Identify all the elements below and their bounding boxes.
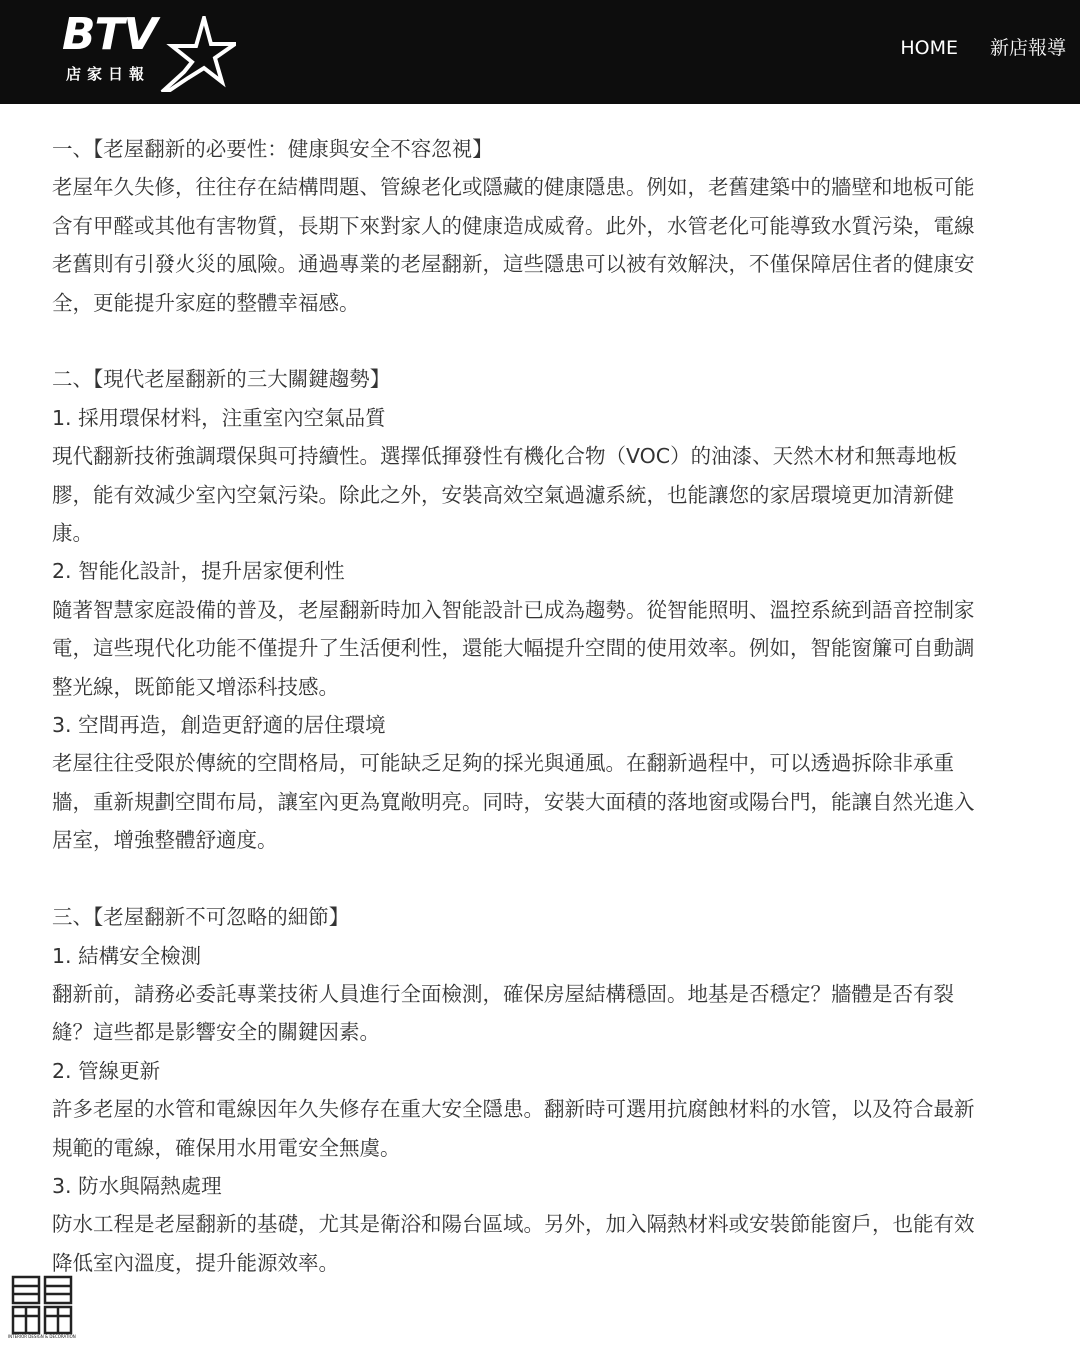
paragraph-line: 老屋往往受限於傳統的空間格局，可能缺乏足夠的採光與通風。在翻新過程中，可以透過拆除非承重 (52, 751, 954, 776)
logo-caption: INTERIOR DESIGN & DECORATION (8, 1334, 76, 1339)
paragraph-line: 康。 (52, 521, 93, 546)
interior-design-logo-icon (10, 1274, 76, 1342)
brand-name: BTV (62, 9, 157, 60)
paragraph-line: 老屋年久失修，往往存在結構問題、管線老化或隱藏的健康隱患。例如，老舊建築中的牆壁和地板可能 (52, 175, 975, 200)
paragraph-line: 整光線，既節能又增添科技感。 (52, 674, 339, 699)
item-title: 2. 管線更新 (52, 1058, 161, 1083)
site-header (0, 0, 1080, 104)
item-title: 1. 採用環保材料，注重室內空氣品質 (52, 405, 386, 430)
paragraph-line: 含有甲醛或其他有害物質，長期下來對家人的健康造成威脅。此外，水管老化可能導致水質污染，電線 (52, 213, 975, 238)
paragraph-line: 規範的電線，確保用水用電安全無虞。 (52, 1135, 401, 1160)
item-title: 1. 結構安全檢測 (52, 943, 202, 968)
spacer (52, 322, 1047, 360)
nav-home[interactable]: HOME (900, 37, 958, 59)
star-icon (158, 16, 236, 92)
brand-subtitle: 店家日報 (66, 65, 151, 83)
paragraph-line: 防水工程是老屋翻新的基礎，尤其是衛浴和陽台區域。另外，加入隔熱材料或安裝節能窗戶，也能有效 (52, 1212, 975, 1237)
spacer (52, 860, 1047, 898)
brand-logo[interactable] (62, 10, 242, 94)
item-title: 3. 防水與隔熱處理 (52, 1173, 222, 1198)
item-title: 2. 智能化設計，提升居家便利性 (52, 559, 345, 584)
paragraph-line: 許多老屋的水管和電線因年久失修存在重大安全隱患。翻新時可選用抗腐蝕材料的水管，以及符合最新 (52, 1097, 975, 1122)
paragraph-line: 牆，重新規劃空間布局，讓室內更為寬敞明亮。同時，安裝大面積的落地窗或陽台門，能讓自然光進入 (52, 789, 975, 814)
paragraph-line: 膠，能有效減少室內空氣污染。除此之外，安裝高效空氣過濾系統，也能讓您的家居環境更加清新健 (52, 482, 954, 507)
main-nav (900, 34, 1066, 62)
section-2-heading: 二、【現代老屋翻新的三大關鍵趨勢】 (52, 367, 391, 392)
paragraph-line: 電，這些現代化功能不僅提升了生活便利性，還能大幅提升空間的使用效率。例如，智能窗簾可自動調 (52, 636, 975, 661)
paragraph-line: 現代翻新技術強調環保與可持續性。選擇低揮發性有機化合物（VOC）的油漆、天然木材和無毒地板 (52, 444, 958, 469)
section-3-heading: 三、【老屋翻新不可忽略的細節】 (52, 905, 350, 930)
paragraph-line: 老舊則有引發火災的風險。通過專業的老屋翻新，這些隱患可以被有效解決，不僅保障居住者的健康安 (52, 252, 975, 277)
paragraph-line: 翻新前，請務必委託專業技術人員進行全面檢測，確保房屋結構穩固。地基是否穩定？牆體是否有裂 (52, 981, 954, 1006)
section-1-heading: 一、【老屋翻新的必要性：健康與安全不容忽視】 (52, 137, 493, 161)
paragraph-line: 縫？這些都是影響安全的關鍵因素。 (52, 1020, 380, 1045)
item-title: 3. 空間再造，創造更舒適的居住環境 (52, 713, 386, 738)
paragraph-line: 全，更能提升家庭的整體幸福感。 (52, 290, 360, 315)
paragraph-line: 居室，增強整體舒適度。 (52, 828, 278, 853)
article-body (52, 130, 1047, 1282)
paragraph-line: 降低室內溫度，提升能源效率。 (52, 1250, 339, 1275)
nav-new-store-report[interactable]: 新店報導 (989, 37, 1066, 59)
paragraph-line: 隨著智慧家庭設備的普及，老屋翻新時加入智能設計已成為趨勢。從智能照明、溫控系統到語音控制家 (52, 597, 975, 622)
